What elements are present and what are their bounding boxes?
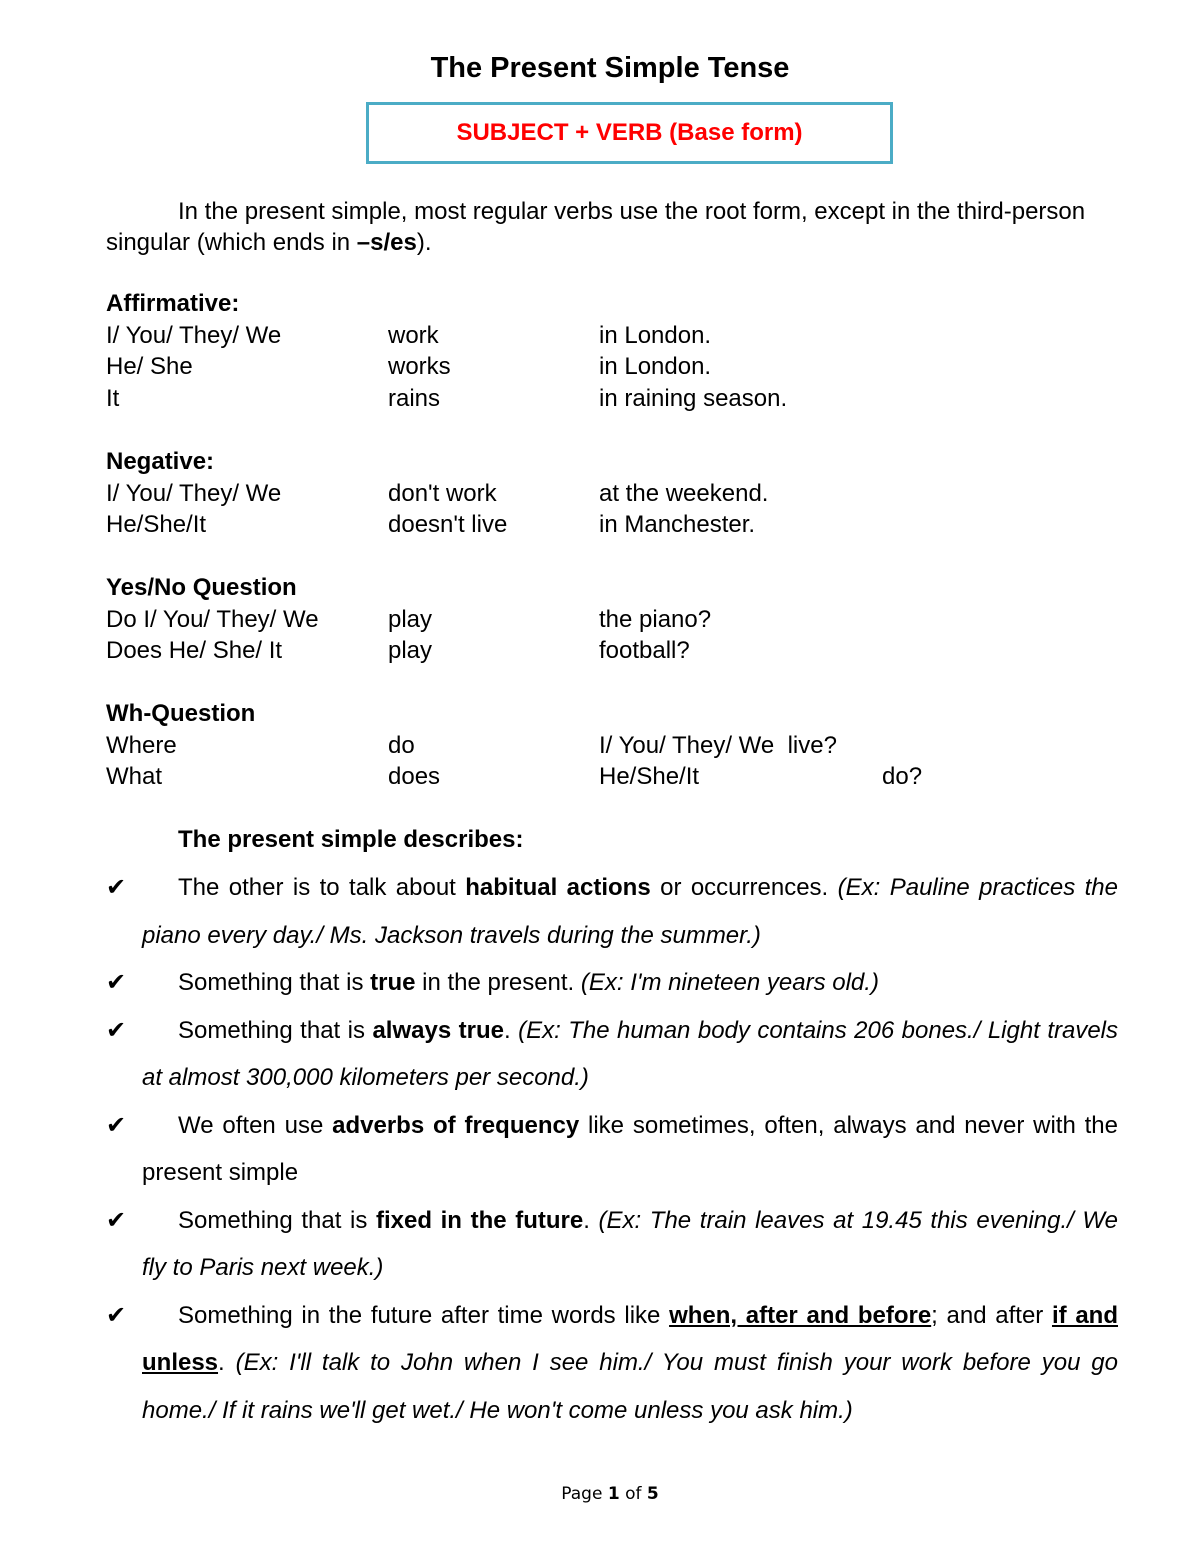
table-row [106, 478, 1156, 510]
describes-heading: The present simple describes: [178, 826, 524, 853]
intro-text: In the present simple, most regular verbs use the root form, except in the third-person singular (which ends in [106, 198, 1086, 256]
negative-section [106, 446, 1156, 541]
complement-cell: football? [599, 637, 690, 664]
bullet-text: like sometimes, often, always and never with the present simple [142, 1111, 1119, 1186]
uses-list [106, 864, 1118, 1434]
verb-cell: doesn't live [388, 511, 508, 538]
checkmark-icon: ✔ [106, 1016, 127, 1044]
page-footer [0, 1484, 1200, 1504]
list-item [106, 1102, 1118, 1197]
page-total: 5 [646, 1484, 659, 1504]
table-row [106, 730, 1156, 762]
verb-cell: don't work [388, 479, 497, 507]
bullet-text: The other is to talk about [178, 874, 466, 901]
bullet-emphasis: when, after and before [669, 1301, 932, 1329]
bullet-text: Something that is [178, 1016, 373, 1044]
table-row [106, 604, 1156, 636]
bullet-text: Something that is [178, 969, 371, 996]
bullet-example: (Ex: The human body contains 206 bones./ Light travels at almost 300,000 kilometers per second.) [142, 1016, 1119, 1091]
table-row [106, 509, 1156, 541]
subject-cell: It [106, 384, 120, 412]
wh-word-cell: Where [106, 731, 177, 759]
table-row [106, 635, 1156, 667]
table-row [106, 351, 1156, 383]
yes-no-question-section [106, 572, 1156, 667]
section-heading: Negative: [106, 448, 215, 475]
verb-cell: work [388, 321, 439, 349]
intro-suffix: –s/es [356, 229, 417, 256]
subject-cell: He/She/It [599, 763, 700, 790]
page-word: Page [561, 1484, 603, 1504]
bullet-emphasis: if and unless [142, 1301, 1119, 1376]
table-row [106, 761, 1156, 793]
checkmark-icon: ✔ [106, 1206, 127, 1234]
list-item [106, 1007, 1118, 1102]
section-heading: Wh-Question [106, 700, 256, 727]
intro-end: ). [416, 229, 432, 256]
bullet-text: We often use [178, 1111, 333, 1139]
bullet-example: (Ex: Pauline practices the piano every day./ Ms. Jackson travels during the summer.) [142, 874, 1118, 949]
bullet-text: . [503, 1016, 519, 1044]
complement-cell: at the weekend. [599, 479, 769, 507]
section-heading: Affirmative: [106, 290, 240, 317]
subject-cell: Does He/ She/ It [106, 637, 283, 664]
bullet-text: . [583, 1206, 599, 1234]
wh-question-section [106, 698, 1156, 793]
checkmark-icon: ✔ [106, 1111, 127, 1139]
verb-cell: works [388, 353, 451, 380]
bullet-example: (Ex: I'll talk to John when I see him./ You must finish your work before you go home./ If it rains we'll get wet./ He won't come unless you ask him.) [142, 1349, 1119, 1424]
complement-cell: in London. [599, 353, 712, 380]
list-item [106, 1197, 1118, 1292]
bullet-emphasis: adverbs of frequency [332, 1111, 580, 1139]
bullet-text: Something that is [178, 1206, 376, 1234]
bullet-emphasis: fixed in the future [375, 1206, 584, 1234]
bullet-example: (Ex: I'm nineteen years old.) [580, 969, 879, 996]
subject-cell: I/ You/ They/ We [106, 479, 282, 507]
formula-box [366, 102, 893, 164]
bullet-text: in the present. [415, 969, 581, 996]
subject-cell: I/ You/ They/ We live? [599, 731, 837, 759]
checkmark-icon: ✔ [106, 969, 127, 996]
verb-cell: do? [882, 763, 923, 790]
list-item [106, 959, 1118, 1007]
list-item [106, 864, 1118, 959]
page-title: The Present Simple Tense [430, 52, 790, 84]
wh-word-cell: What [106, 763, 163, 790]
table-row [106, 320, 1156, 352]
complement-cell: in Manchester. [599, 511, 756, 538]
of-word: of [625, 1484, 642, 1504]
bullet-text: or occurrences. [650, 874, 838, 901]
section-heading: Yes/No Question [106, 574, 297, 601]
complement-cell: the piano? [599, 605, 712, 633]
affirmative-section [106, 288, 1156, 414]
bullet-example: (Ex: The train leaves at 19.45 this evening./ We fly to Paris next week.) [142, 1206, 1118, 1281]
checkmark-icon: ✔ [106, 1301, 127, 1329]
verb-cell: rains [388, 384, 441, 412]
complement-cell: in London. [599, 321, 712, 349]
subject-cell: Do I/ You/ They/ We [106, 605, 319, 633]
checkmark-icon: ✔ [106, 874, 127, 901]
complement-cell: in raining season. [599, 384, 788, 412]
bullet-emphasis: true [370, 969, 416, 996]
page-number: 1 [607, 1484, 620, 1504]
bullet-text: Something in the future after time words like [178, 1301, 670, 1329]
bullet-text: ; and after [931, 1301, 1052, 1329]
bullet-emphasis: always true [372, 1016, 504, 1044]
verb-cell: play [388, 637, 433, 664]
bullet-emphasis: habitual actions [465, 874, 651, 901]
auxiliary-cell: do [388, 731, 415, 759]
subject-cell: He/ She [106, 353, 193, 380]
list-item [106, 1292, 1118, 1435]
subject-cell: I/ You/ They/ We [106, 321, 282, 349]
verb-cell: play [388, 605, 433, 633]
intro-paragraph [106, 196, 1106, 258]
formula-text: SUBJECT + VERB (Base form) [456, 119, 803, 146]
table-row [106, 383, 1156, 415]
bullet-text: . [218, 1349, 236, 1376]
subject-cell: He/She/It [106, 511, 207, 538]
auxiliary-cell: does [388, 763, 441, 790]
